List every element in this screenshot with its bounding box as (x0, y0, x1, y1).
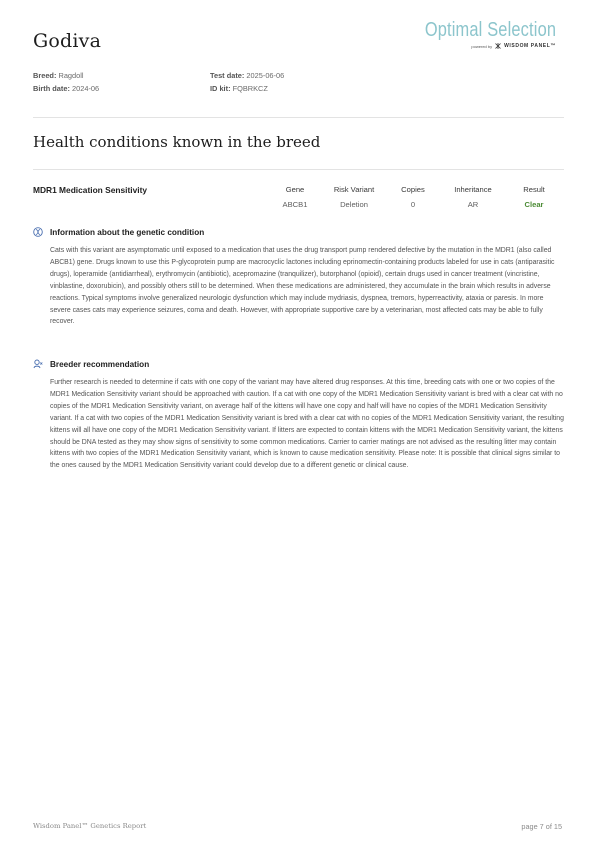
footer-report-name: Wisdom Panel™ Genetics Report (33, 822, 147, 830)
test-date-value: 2025-06-06 (246, 71, 285, 80)
dna-icon (33, 227, 43, 237)
pet-meta-left (33, 69, 99, 95)
birth-date-value: 2024-06 (72, 84, 100, 93)
gene-header: Gene (285, 185, 305, 194)
copies-value: 0 (410, 200, 416, 209)
result-value: Clear (524, 200, 544, 209)
pet-name: Godiva (33, 30, 102, 52)
optimal-selection-logo (424, 19, 562, 53)
breed-line: Breed: Ragdoll (33, 71, 84, 80)
info-text: Cats with this variant are asymptomatic until exposed to a medication that uses the drug transport pump rendered defective by the mutation in the MDR1 (also called ABCB1) gene. Drugs known to use this P-glycoprotein pump are macrocyclic lactones including eprinomectin-containing products labeled for use in cats (antiparasitic drugs), loperamide (antidiarrheal), erythromycin (antibiotic), acepromazine (tranquilizer), butorphanol (opioid), certain drugs used in cancer treatment (vincristine, vinblastine, doxorubicin), and possibly others still to be determined. When these medications are administered, they accumulate in the brain which results in adverse reactions. Typical symptoms involve generalized neurologic dysfunction which may include mydriasis, dyspnea, tremors, hyperreactivity, ataxia or paresis. In more severe cases cats may experience seizures, coma and death. However, with appropriate supportive care by a veterinarian, most affected cats may be able to fully recover. (50, 247, 555, 326)
inheritance-header: Inheritance (454, 185, 492, 194)
risk-variant-value: Deletion (340, 200, 368, 209)
divider (33, 117, 564, 118)
breeder-text: Further research is needed to determine if cats with one copy of the variant may have altered drug responses. At this time, breeding cats with one or two copies of the MDR1 Medication Sensitivity variant should be approached with caution. If a cat with one copy of the MDR1 Medication Sensitivity variant is bred with a clear cat with no copies of the MDR1 Medication Sensitivity variant, on average half of the kittens will have one copy and half will have no copies of the MDR1 Medication Sensitivity variant. If a cat with two copies of the MDR1 Medication Sensitivity variant is bred with a clear cat with no copies of the MDR1 Medication Sensitivity variant, the resulting kittens will all have one copy of the MDR1 Medication Sensitivity variant. If litters are expected to contain kittens with the MDR1 Medication Sensitivity variant, the kittens should be DNA tested as they may show signs of sensitivity to some common medications. Carrier to carrier matings are not advised as the resulting litter may contain kittens with two copies of the MDR1 Medication Sensitivity variant, which is known to cause medication sensitivity. Please note: It is possible that clinical signs similar to the ones caused by the MDR1 Medication Sensitivity variant could develop due to a different genetic or clinical cause. (50, 379, 564, 470)
inheritance-value: AR (467, 200, 479, 209)
wisdom-panel-mark-icon (495, 43, 501, 49)
inheritance-column (438, 185, 508, 209)
logo-subline (471, 43, 556, 49)
birth-date-line: Birth date: 2024-06 (33, 84, 100, 93)
gene-value: ABCB1 (282, 200, 308, 209)
result-header: Result (523, 185, 545, 194)
logo-powered-by: powered by (471, 43, 493, 49)
breed-value: Ragdoll (58, 71, 84, 80)
logo-brand: WISDOM PANEL™ (504, 43, 556, 49)
breeding-icon (33, 359, 43, 369)
result-column (499, 185, 569, 209)
copies-header: Copies (401, 185, 425, 194)
logo-title: Optimal Selection (424, 19, 556, 41)
test-date-line: Test date: 2025-06-06 (210, 71, 285, 80)
pet-meta-right (210, 69, 284, 95)
risk-variant-header: Risk Variant (333, 185, 375, 194)
kit-id-value: FQBRKCZ (232, 84, 268, 93)
condition-name: MDR1 Medication Sensitivity (33, 185, 148, 195)
info-heading: Information about the genetic condition (33, 227, 204, 237)
kit-id-line: ID kit: FQBRKCZ (210, 84, 268, 93)
section-title: Health conditions known in the breed (33, 133, 321, 151)
divider (33, 169, 564, 170)
breeder-heading: Breeder recommendation (33, 359, 149, 369)
footer-page-number: page 7 of 15 (521, 822, 562, 831)
